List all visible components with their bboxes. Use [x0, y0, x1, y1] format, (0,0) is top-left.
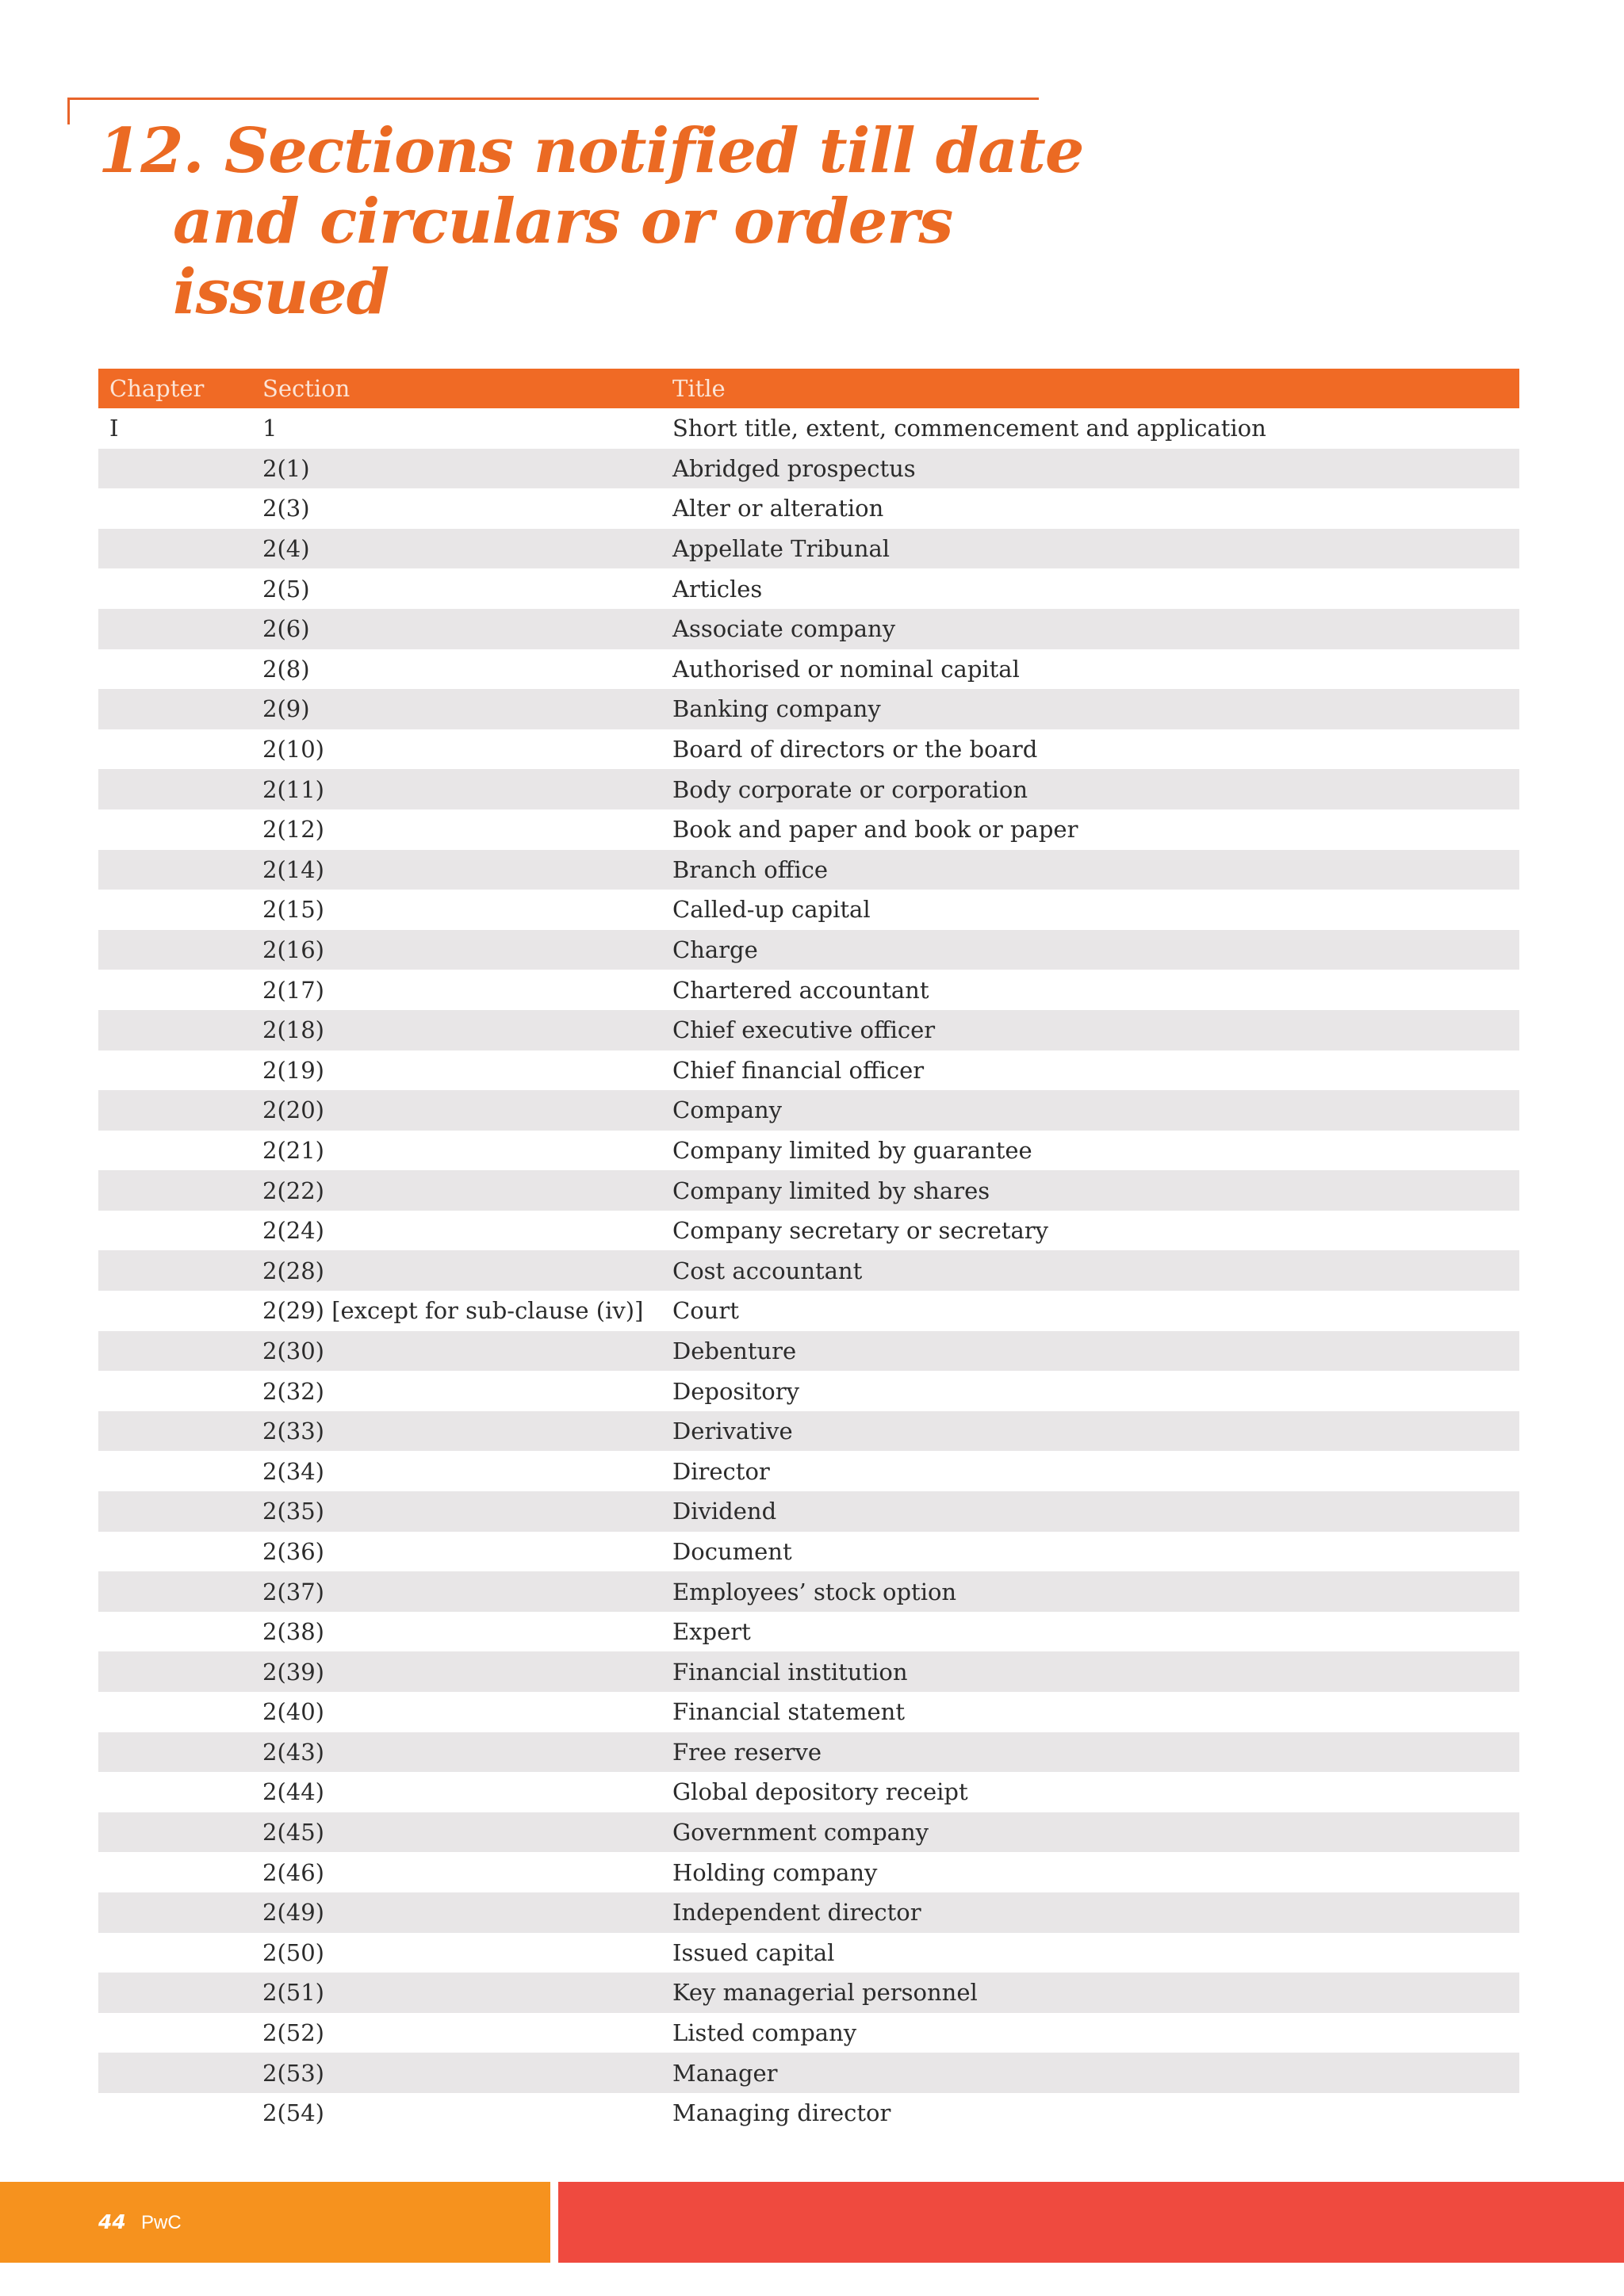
table-body: [98, 408, 1519, 2133]
table-row: [98, 1491, 1519, 1532]
section-cell: 2(4): [262, 535, 310, 563]
title-cell: Short title, extent, commencement and application: [672, 415, 1266, 442]
table-row: [98, 1010, 1519, 1050]
section-cell: 2(53): [262, 2059, 324, 2087]
table-row: [98, 1852, 1519, 1892]
section-cell: 2(17): [262, 976, 324, 1004]
section-cell: 2(38): [262, 1618, 324, 1646]
table-row: [98, 1170, 1519, 1211]
title-cell: Employees’ stock option: [672, 1578, 957, 1605]
title-cell: Debenture: [672, 1337, 797, 1364]
section-cell: 2(10): [262, 736, 324, 763]
table-row: [98, 970, 1519, 1010]
table-row: [98, 1131, 1519, 1171]
section-cell: 1: [262, 415, 278, 442]
section-cell: 2(9): [262, 695, 310, 723]
section-cell: 2(40): [262, 1698, 324, 1726]
table-row: [98, 1772, 1519, 1812]
title-cell: Company secretary or secretary: [672, 1217, 1049, 1245]
title-cell: Called-up capital: [672, 896, 871, 924]
title-cell: Appellate Tribunal: [672, 535, 891, 563]
section-cell: 2(28): [262, 1257, 324, 1284]
chapter-cell: I: [109, 415, 119, 442]
table-row: [98, 1050, 1519, 1091]
section-cell: 2(15): [262, 896, 324, 924]
table-row: [98, 1291, 1519, 1331]
table-row: [98, 2013, 1519, 2053]
title-cell: Financial statement: [672, 1698, 905, 1726]
table-row: [98, 850, 1519, 890]
section-cell: 2(30): [262, 1337, 324, 1364]
title-cell: Document: [672, 1537, 792, 1565]
table-row: [98, 1451, 1519, 1491]
title-line-1: 12. Sections notified till date: [98, 115, 1084, 187]
title-cell: Independent director: [672, 1899, 921, 1927]
section-cell: 2(24): [262, 1217, 324, 1245]
section-cell: 2(6): [262, 615, 310, 643]
table-row: [98, 1250, 1519, 1291]
table-row: [98, 1732, 1519, 1773]
section-cell: 2(52): [262, 2019, 324, 2047]
table-row: [98, 1651, 1519, 1692]
title-cell: Abridged prospectus: [672, 454, 916, 482]
section-cell: 2(50): [262, 1938, 324, 1966]
sections-table: [98, 369, 1519, 2133]
section-cell: 2(49): [262, 1899, 324, 1927]
table-row: [98, 890, 1519, 930]
title-cell: Key managerial personnel: [672, 1979, 978, 2007]
section-cell: 2(46): [262, 1858, 324, 1886]
title-cell: Global depository receipt: [672, 1778, 968, 1806]
section-cell: 2(54): [262, 2099, 324, 2127]
title-cell: Managing director: [672, 2099, 891, 2127]
section-cell: 2(45): [262, 1819, 324, 1846]
section-cell: 2(20): [262, 1096, 324, 1124]
table-row: [98, 1211, 1519, 1251]
title-cell: Issued capital: [672, 1938, 835, 1966]
table-row: [98, 1532, 1519, 1572]
footer-right-bar: [558, 2182, 1624, 2263]
title-cell: Articles: [672, 575, 763, 603]
section-cell: 2(3): [262, 495, 310, 522]
table-row: [98, 449, 1519, 489]
title-cell: Company limited by guarantee: [672, 1136, 1032, 1164]
title-cell: Listed company: [672, 2019, 857, 2047]
title-cell: Expert: [672, 1618, 751, 1646]
page-number: 44: [98, 2210, 126, 2233]
table-row: [98, 568, 1519, 609]
section-cell: 2(16): [262, 936, 324, 964]
title-cell: Dividend: [672, 1498, 777, 1525]
section-cell: 2(37): [262, 1578, 324, 1605]
table-row: [98, 1973, 1519, 2013]
title-cell: Board of directors or the board: [672, 736, 1038, 763]
title-cell: Financial institution: [672, 1658, 908, 1686]
section-cell: 2(22): [262, 1177, 324, 1204]
table-row: [98, 1411, 1519, 1452]
title-cell: Chief financial officer: [672, 1056, 925, 1084]
table-row: [98, 689, 1519, 729]
section-cell: 2(35): [262, 1498, 324, 1525]
title-cell: Branch office: [672, 855, 829, 883]
table-row: [98, 1331, 1519, 1372]
section-cell: 2(5): [262, 575, 310, 603]
footer-left-bar: [0, 2182, 550, 2263]
title-cell: Free reserve: [672, 1738, 822, 1766]
section-cell: 2(19): [262, 1056, 324, 1084]
title-cell: Cost accountant: [672, 1257, 863, 1284]
title-cell: Director: [672, 1457, 770, 1485]
title-line-2: and circulars or orders: [173, 186, 953, 258]
section-cell: 2(43): [262, 1738, 324, 1766]
title-cell: Charge: [672, 936, 758, 964]
title-cell: Associate company: [672, 615, 896, 643]
section-cell: 2(12): [262, 816, 324, 844]
table-row: [98, 1571, 1519, 1612]
column-header-title: Title: [672, 375, 726, 402]
table-row: [98, 529, 1519, 569]
section-cell: 2(29) [except for sub-clause (iv)]: [262, 1297, 644, 1325]
table-row: [98, 408, 1519, 449]
table-row: [98, 609, 1519, 649]
table-row: [98, 1612, 1519, 1652]
column-header-section: Section: [262, 375, 350, 402]
section-cell: 2(8): [262, 655, 310, 683]
section-cell: 2(11): [262, 775, 324, 803]
table-row: [98, 1933, 1519, 1973]
table-header-row: [98, 369, 1519, 408]
title-cell: Derivative: [672, 1418, 793, 1445]
table-row: [98, 809, 1519, 850]
section-cell: 2(21): [262, 1136, 324, 1164]
title-cell: Body corporate or corporation: [672, 775, 1028, 803]
section-cell: 2(51): [262, 1979, 324, 2007]
title-cell: Authorised or nominal capital: [672, 655, 1020, 683]
section-cell: 2(32): [262, 1377, 324, 1405]
table-row: [98, 1892, 1519, 1933]
table-row: [98, 2093, 1519, 2133]
title-line-3: issued: [173, 256, 389, 328]
section-cell: 2(36): [262, 1537, 324, 1565]
title-cell: Alter or alteration: [672, 495, 884, 522]
title-cell: Court: [672, 1297, 739, 1325]
title-cell: Chartered accountant: [672, 976, 929, 1004]
section-cell: 2(1): [262, 454, 310, 482]
title-cell: Chief executive officer: [672, 1016, 936, 1044]
table-row: [98, 769, 1519, 809]
table-row: [98, 649, 1519, 690]
title-cell: Banking company: [672, 695, 881, 723]
title-cell: Holding company: [672, 1858, 878, 1886]
title-cell: Book and paper and book or paper: [672, 816, 1078, 844]
title-cell: Company: [672, 1096, 783, 1124]
table-row: [98, 1090, 1519, 1131]
footer-brand: PwC: [141, 2212, 182, 2233]
title-cell: Manager: [672, 2059, 778, 2087]
column-header-chapter: Chapter: [109, 375, 205, 402]
section-cell: 2(18): [262, 1016, 324, 1044]
table-row: [98, 488, 1519, 529]
table-row: [98, 2053, 1519, 2093]
table-row: [98, 1692, 1519, 1732]
section-cell: 2(44): [262, 1778, 324, 1806]
section-cell: 2(33): [262, 1418, 324, 1445]
table-row: [98, 1812, 1519, 1853]
page-title: [98, 116, 1097, 327]
section-cell: 2(34): [262, 1457, 324, 1485]
section-cell: 2(39): [262, 1658, 324, 1686]
table-row: [98, 930, 1519, 970]
table-row: [98, 729, 1519, 770]
title-cell: Government company: [672, 1819, 929, 1846]
table-row: [98, 1371, 1519, 1411]
title-cell: Company limited by shares: [672, 1177, 990, 1204]
section-cell: 2(14): [262, 855, 324, 883]
title-cell: Depository: [672, 1377, 799, 1405]
